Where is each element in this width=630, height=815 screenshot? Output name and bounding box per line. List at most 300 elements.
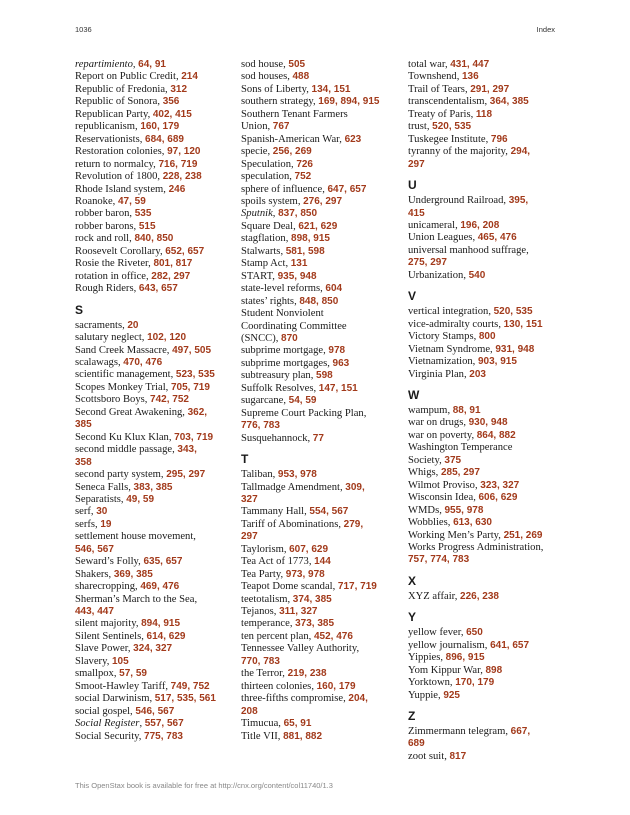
page-links[interactable]: 294, xyxy=(510,146,531,158)
index-letter-heading: S xyxy=(75,302,84,317)
page-links[interactable]: 214 xyxy=(181,71,198,83)
page-links[interactable]: 276, 297 xyxy=(303,195,343,207)
index-term: Rhode Island system xyxy=(75,183,164,195)
page-links[interactable]: 131 xyxy=(290,258,308,270)
index-term: Report on Public Credit xyxy=(75,71,176,83)
separator: , xyxy=(160,469,167,481)
index-term: Shakers xyxy=(75,568,109,580)
index-entry xyxy=(75,71,240,83)
index-term: yellow journalism xyxy=(408,639,485,651)
page-links[interactable]: 840, 850 xyxy=(134,233,174,245)
index-term: Social Security xyxy=(75,730,139,742)
index-entry xyxy=(241,408,406,420)
page-links[interactable]: 369, 385 xyxy=(113,568,153,580)
separator: , xyxy=(267,146,273,158)
separator: , xyxy=(135,618,142,630)
index-term: Trail of Tears xyxy=(408,83,465,95)
page-links[interactable]: 689 xyxy=(408,738,425,750)
separator: , xyxy=(283,543,290,555)
index-term: Roanoke xyxy=(75,195,113,207)
separator: , xyxy=(464,83,471,95)
index-entry xyxy=(75,159,240,171)
index-column-1 xyxy=(75,59,240,743)
page-links[interactable]: 279, xyxy=(343,518,364,530)
index-entry xyxy=(241,544,406,556)
page-links[interactable]: 488 xyxy=(292,71,310,83)
page-links[interactable]: 752 xyxy=(294,171,312,183)
page-links[interactable]: 643, 657 xyxy=(138,283,178,295)
index-entry xyxy=(408,71,573,83)
page-links[interactable]: 358 xyxy=(75,456,92,468)
page-links[interactable]: 54, 59 xyxy=(288,395,317,407)
index-entry xyxy=(408,121,573,133)
page-links[interactable]: 256, 269 xyxy=(272,146,312,158)
index-entry xyxy=(241,71,406,83)
index-entry xyxy=(75,258,240,270)
separator: , xyxy=(460,627,467,639)
index-entry xyxy=(241,569,406,581)
separator: , xyxy=(304,506,310,518)
page-links[interactable]: 144 xyxy=(314,556,331,568)
separator: , xyxy=(170,369,176,381)
page-links[interactable]: 848, 850 xyxy=(299,295,339,307)
page-links[interactable]: 443, 447 xyxy=(75,606,114,618)
index-term: smallpox xyxy=(75,668,114,680)
index-term: Yippies xyxy=(408,652,441,664)
index-term: second party system xyxy=(75,469,161,481)
page-links[interactable]: 775, 783 xyxy=(144,730,183,742)
page-links[interactable]: 955, 978 xyxy=(444,504,484,516)
page-links[interactable]: 647, 657 xyxy=(327,183,367,195)
index-entry xyxy=(241,146,406,158)
page-links[interactable]: 356 xyxy=(162,96,180,108)
separator: , xyxy=(313,382,319,394)
separator: , xyxy=(148,258,154,270)
index-entry-continuation xyxy=(75,457,240,469)
index-entry xyxy=(241,121,406,133)
page-links[interactable]: 297 xyxy=(408,158,425,170)
index-term: Union Leagues xyxy=(408,232,473,244)
page-links[interactable]: 896, 915 xyxy=(445,652,485,664)
index-term: Rough Riders xyxy=(75,283,134,295)
page-links[interactable]: 196, 208 xyxy=(460,219,500,231)
index-entry xyxy=(75,731,240,743)
index-term: Restoration colonies xyxy=(75,146,162,158)
separator: , xyxy=(307,432,313,444)
index-term: Supreme Court Packing Plan, xyxy=(241,407,367,419)
separator: , xyxy=(322,183,328,195)
page-links[interactable]: 520, 535 xyxy=(493,306,533,318)
page-links[interactable]: 102, 120 xyxy=(147,332,187,344)
index-entry xyxy=(75,332,240,344)
index-term: Revolution of 1800 xyxy=(75,171,158,183)
separator: , xyxy=(165,83,171,95)
page-links[interactable]: 77 xyxy=(312,432,324,444)
page-links[interactable]: 295, 297 xyxy=(166,469,206,481)
separator: , xyxy=(320,283,326,295)
page-links[interactable]: 742, 752 xyxy=(150,394,189,406)
index-entry xyxy=(241,681,406,693)
page-links[interactable]: 65, 91 xyxy=(283,718,312,730)
separator: , xyxy=(323,345,329,357)
page-links[interactable]: 641, 657 xyxy=(490,639,530,651)
page-links[interactable]: 383, 385 xyxy=(133,481,173,493)
index-entry xyxy=(408,530,573,542)
page-links[interactable]: 373, 385 xyxy=(295,618,335,630)
index-term: Tea Act of 1773 xyxy=(241,556,309,568)
page-links[interactable]: 796 xyxy=(490,133,508,145)
page-links[interactable]: 203 xyxy=(469,368,486,380)
index-entry xyxy=(241,271,406,283)
index-term: transcendentalism xyxy=(408,96,485,108)
index-letter-heading: Y xyxy=(408,610,417,625)
separator: , xyxy=(463,368,470,380)
page-links[interactable]: 57, 59 xyxy=(119,668,147,680)
page-links[interactable]: 285, 297 xyxy=(440,467,480,479)
index-term: Slavery xyxy=(75,655,107,667)
page-links[interactable]: 749, 752 xyxy=(170,680,210,692)
page-links[interactable]: 554, 567 xyxy=(309,506,349,518)
page-links[interactable]: 776, 783 xyxy=(241,420,280,432)
separator: , xyxy=(498,529,504,541)
index-term: Second Great Awakening xyxy=(75,406,183,418)
index-entry xyxy=(75,283,240,295)
page-links[interactable]: 870 xyxy=(281,332,298,344)
page-links[interactable]: 64, 91 xyxy=(138,59,166,70)
page-links[interactable]: 204, xyxy=(348,693,368,705)
index-entry xyxy=(408,430,573,442)
page-links[interactable]: 517, 535, 561 xyxy=(154,693,216,705)
separator: , xyxy=(273,606,280,618)
index-entry xyxy=(408,726,573,738)
index-term: Yom Kippur War xyxy=(408,664,481,676)
page-links[interactable]: 953, 978 xyxy=(277,469,317,481)
index-term: social gospel xyxy=(75,705,131,717)
page-links[interactable]: 817 xyxy=(449,750,467,762)
index-entry xyxy=(408,96,573,108)
page-links[interactable]: 246 xyxy=(168,183,186,195)
page-links[interactable]: 515 xyxy=(138,220,156,232)
index-term: Tejanos xyxy=(241,606,274,618)
page-links[interactable]: 19 xyxy=(100,518,112,530)
page-links[interactable]: 726 xyxy=(296,158,313,170)
separator: , xyxy=(153,158,159,170)
index-entry xyxy=(241,84,406,96)
page-links[interactable]: 364, 385 xyxy=(489,96,529,108)
page-links[interactable]: 105 xyxy=(111,655,129,667)
page-links[interactable]: 20 xyxy=(127,319,139,331)
separator: , xyxy=(449,677,456,689)
separator: , xyxy=(332,581,338,593)
index-term: sugarcane xyxy=(241,395,284,407)
page-links[interactable]: 607, 629 xyxy=(289,543,329,555)
page-links[interactable]: 705, 719 xyxy=(170,381,210,393)
page-links[interactable]: 767 xyxy=(272,121,290,133)
page-links[interactable]: 323, 327 xyxy=(480,479,520,491)
index-term: Zimmermann telegram xyxy=(408,726,506,738)
separator: , xyxy=(163,183,169,195)
page-links[interactable]: 604 xyxy=(325,283,343,295)
index-term: Stamp Act xyxy=(241,258,286,270)
index-term: Taliban xyxy=(241,469,273,481)
index-entry xyxy=(241,668,406,680)
page-links[interactable]: 343, xyxy=(177,444,197,456)
page-links[interactable]: 898 xyxy=(485,664,503,676)
separator: , xyxy=(141,332,148,344)
page-links[interactable]: 881, 882 xyxy=(283,730,323,742)
page-links[interactable]: 251, 269 xyxy=(503,529,543,541)
separator: , xyxy=(440,652,446,664)
separator: , xyxy=(473,492,479,504)
index-term: specie xyxy=(241,146,268,158)
separator: , xyxy=(117,356,124,368)
index-entry xyxy=(241,581,406,593)
page-links[interactable]: 801, 817 xyxy=(153,258,193,270)
page-links[interactable]: 431, 447 xyxy=(450,59,490,70)
page-links[interactable]: 930, 948 xyxy=(468,417,508,429)
index-entry xyxy=(75,469,240,481)
page-links[interactable]: 894, 915 xyxy=(141,618,181,630)
page-links[interactable]: 275, 297 xyxy=(408,257,447,269)
index-entry xyxy=(408,109,573,121)
separator: , xyxy=(127,643,134,655)
index-term: Susquehannock xyxy=(241,432,308,444)
page-links[interactable]: 497, 505 xyxy=(172,344,212,356)
page-links[interactable]: 684, 689 xyxy=(145,133,184,145)
index-entry xyxy=(75,134,240,146)
page-links[interactable]: 520, 535 xyxy=(432,121,472,133)
page-links[interactable]: 523, 535 xyxy=(175,369,215,381)
page-links[interactable]: 219, 238 xyxy=(287,668,327,680)
separator: , xyxy=(340,481,346,493)
index-entry xyxy=(75,681,240,693)
page-links[interactable]: 228, 238 xyxy=(162,171,202,183)
page-links[interactable]: 717, 719 xyxy=(337,581,377,593)
page-links[interactable]: 652, 657 xyxy=(165,245,205,257)
page-links[interactable]: 606, 629 xyxy=(478,492,518,504)
page-links[interactable]: 312 xyxy=(170,83,188,95)
index-term: sphere of influence xyxy=(241,183,323,195)
index-entry xyxy=(408,232,573,244)
index-term: thirteen colonies xyxy=(241,680,312,692)
page-links[interactable]: 374, 385 xyxy=(292,593,332,605)
page-links[interactable]: 546, 567 xyxy=(75,543,114,555)
page-links[interactable]: 362, xyxy=(187,406,208,418)
page-links[interactable]: 757, 774, 783 xyxy=(408,554,470,566)
page-links[interactable]: 375 xyxy=(444,454,462,466)
index-term: Treaty of Paris xyxy=(408,108,471,120)
index-entry xyxy=(75,656,240,668)
index-entry xyxy=(75,668,240,680)
page-links[interactable]: 402, 415 xyxy=(152,108,192,120)
page-links[interactable]: 97, 120 xyxy=(167,146,201,158)
separator: , xyxy=(267,121,273,133)
separator: , xyxy=(463,417,469,429)
index-term: Society xyxy=(408,454,440,466)
separator: , xyxy=(120,493,127,505)
page-links[interactable]: 324, 327 xyxy=(133,643,173,655)
page-links[interactable]: 667, xyxy=(510,726,531,738)
separator: , xyxy=(144,394,151,406)
index-term: Works Progress Administration, xyxy=(408,541,544,553)
separator: , xyxy=(149,693,155,705)
page-links[interactable]: 327 xyxy=(241,493,258,505)
page-links[interactable]: 170, 179 xyxy=(455,677,495,689)
page-links[interactable]: 415 xyxy=(408,207,425,219)
page-links[interactable]: 469, 476 xyxy=(140,581,180,593)
page-links[interactable]: 837, 850 xyxy=(278,208,318,220)
page-links[interactable]: 581, 598 xyxy=(285,245,325,257)
index-entry xyxy=(75,369,240,381)
index-entry xyxy=(408,627,573,639)
index-entry xyxy=(75,631,240,643)
index-entry xyxy=(408,146,573,158)
page-links[interactable]: 452, 476 xyxy=(313,630,353,642)
page-links[interactable]: 309, xyxy=(345,481,365,493)
page-links[interactable]: 130, 151 xyxy=(503,318,543,330)
separator: , xyxy=(447,517,454,529)
index-term: Suffolk Resolves xyxy=(241,382,314,394)
index-term: zoot suit xyxy=(408,750,445,762)
separator: , xyxy=(283,395,289,407)
index-entry xyxy=(241,134,406,146)
index-entry xyxy=(408,505,573,517)
index-entry xyxy=(408,195,573,207)
page-links[interactable]: 716, 719 xyxy=(158,158,198,170)
separator: , xyxy=(280,568,286,580)
page-links[interactable]: 864, 882 xyxy=(476,429,516,441)
page-links[interactable]: 635, 657 xyxy=(143,556,183,568)
separator: , xyxy=(90,506,97,518)
page-links[interactable]: 160, 179 xyxy=(140,121,180,133)
page-links[interactable]: 621, 629 xyxy=(298,220,338,232)
index-entry xyxy=(241,433,406,445)
page-links[interactable]: 134, 151 xyxy=(311,83,351,95)
separator: , xyxy=(272,270,278,282)
separator: , xyxy=(168,431,175,443)
page-links[interactable]: 49, 59 xyxy=(126,493,155,505)
page-links[interactable]: 800 xyxy=(478,331,496,343)
page-links[interactable]: 385 xyxy=(75,419,92,431)
page-links[interactable]: 546, 567 xyxy=(135,705,175,717)
index-term: Wisconsin Idea xyxy=(408,492,474,504)
page-links[interactable]: 505 xyxy=(288,59,306,70)
page-links[interactable]: 282, 297 xyxy=(151,270,191,282)
index-term: Republican Party xyxy=(75,108,148,120)
page-links[interactable]: 136 xyxy=(462,71,479,83)
index-term: serf xyxy=(75,506,91,518)
page-links[interactable]: 598 xyxy=(316,370,333,382)
index-entry xyxy=(408,751,573,763)
page-links[interactable]: 30 xyxy=(96,506,108,518)
separator: , xyxy=(135,581,141,593)
page-links[interactable]: 47, 59 xyxy=(117,195,146,207)
index-term: return to normalcy xyxy=(75,158,154,170)
page-links[interactable]: 297 xyxy=(241,531,258,543)
index-term: Tallmadge Amendment xyxy=(241,481,340,493)
page-links[interactable]: 465, 476 xyxy=(477,232,517,244)
page-links[interactable]: 770, 783 xyxy=(241,655,280,667)
page-links[interactable]: 311, 327 xyxy=(279,606,318,618)
index-term: Whigs xyxy=(408,467,436,479)
index-term: Student Nonviolent xyxy=(241,308,324,320)
index-term: subprime mortgages xyxy=(241,357,328,369)
index-term: Vietnam Syndrome xyxy=(408,343,491,355)
separator: , xyxy=(505,146,511,158)
index-term: Silent Sentinels xyxy=(75,630,142,642)
index-entry xyxy=(408,220,573,232)
page-links[interactable]: 935, 948 xyxy=(277,270,317,282)
page-links[interactable]: 169, 894, 915 xyxy=(318,96,380,108)
index-term: Sherman’s March to the Sea, xyxy=(75,593,198,605)
page-links[interactable]: 623 xyxy=(344,133,362,145)
index-term: Seward’s Folly xyxy=(75,556,139,568)
page-links[interactable]: 118 xyxy=(475,108,493,120)
index-entry-continuation xyxy=(408,554,573,566)
page-links[interactable]: 535 xyxy=(134,208,152,220)
page-links[interactable]: 903, 915 xyxy=(477,356,517,368)
page-links[interactable]: 898, 915 xyxy=(291,233,330,245)
page-links[interactable]: 395, xyxy=(508,195,529,207)
separator: , xyxy=(139,718,145,730)
page-links[interactable]: 614, 629 xyxy=(146,630,186,642)
separator: , xyxy=(308,556,315,568)
index-term: repartimiento xyxy=(75,59,133,70)
page-links[interactable]: 147, 151 xyxy=(318,382,358,394)
index-entry-continuation xyxy=(408,738,573,750)
index-entry xyxy=(408,652,573,664)
separator: , xyxy=(463,269,469,281)
index-entry xyxy=(241,296,406,308)
page-number: 1036 xyxy=(75,25,92,34)
page-links[interactable]: 973, 978 xyxy=(285,568,325,580)
index-entry xyxy=(408,59,573,71)
page-links[interactable]: 470, 476 xyxy=(123,356,163,368)
separator: , xyxy=(444,750,450,762)
index-entry xyxy=(241,606,406,618)
page-links[interactable]: 613, 630 xyxy=(453,517,492,529)
page-links[interactable]: 226, 238 xyxy=(460,590,499,602)
index-entry xyxy=(75,718,240,730)
index-term: spoils system xyxy=(241,195,298,207)
separator: , xyxy=(113,668,120,680)
index-term: silent majority xyxy=(75,618,136,630)
index-entry xyxy=(241,333,406,345)
page-links[interactable]: 557, 567 xyxy=(144,718,184,730)
index-entry xyxy=(408,356,573,368)
separator: , xyxy=(339,133,345,145)
page-links[interactable]: 931, 948 xyxy=(495,343,535,355)
page-links[interactable]: 291, 297 xyxy=(470,83,510,95)
page-links[interactable]: 540 xyxy=(468,269,486,281)
separator: , xyxy=(503,195,509,207)
page-links[interactable]: 963 xyxy=(332,357,350,369)
page-links[interactable]: 208 xyxy=(241,705,258,717)
page-links[interactable]: 703, 719 xyxy=(174,431,214,443)
index-entry xyxy=(408,517,573,529)
page-links[interactable]: 160, 179 xyxy=(316,680,356,692)
separator: , xyxy=(480,664,486,676)
index-term: robber barons xyxy=(75,220,134,232)
index-term: subprime mortgage xyxy=(241,345,324,357)
page-links[interactable]: 925 xyxy=(443,689,460,701)
page-links[interactable]: 650 xyxy=(466,627,483,639)
page-links[interactable]: 88, 91 xyxy=(452,404,481,416)
index-entry xyxy=(408,319,573,331)
page-links[interactable]: 978 xyxy=(328,345,346,357)
index-entry xyxy=(241,283,406,295)
index-term: Roosevelt Corollary xyxy=(75,245,160,257)
